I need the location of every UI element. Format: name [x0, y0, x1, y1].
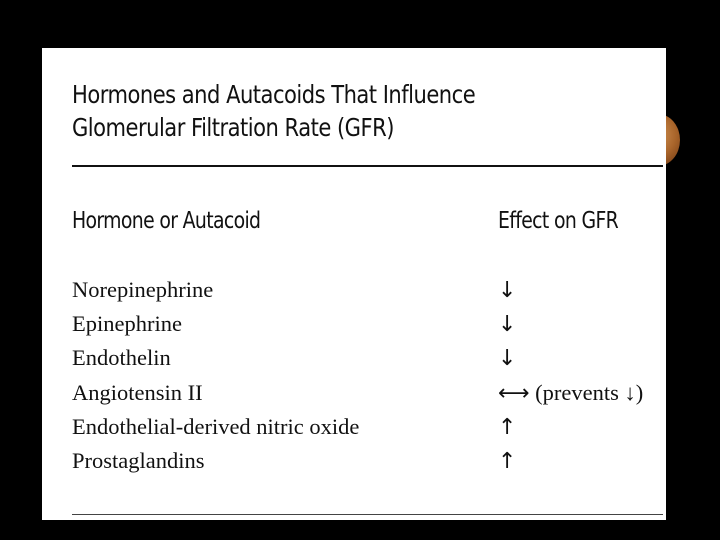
substance-name: Endothelial-derived nitric oxide [72, 413, 360, 439]
effect-cell [498, 414, 516, 440]
substance-name: Norepinephrine [72, 277, 214, 302]
table-row [72, 311, 662, 345]
arrow-up-icon: ↑ [498, 448, 517, 474]
arrow-up-icon: ↑ [498, 414, 517, 440]
table-row [72, 345, 662, 379]
table-bottom-divider [72, 514, 663, 515]
effect-note: (prevents ↓) [529, 379, 644, 405]
table-title: Hormones and Autacoids That Influence Glomerular Filtration Rate (GFR) [72, 80, 476, 142]
substance-name: Angiotensin II [72, 379, 203, 405]
column-header-substance: Hormone or Autacoid [72, 208, 261, 234]
table-row [72, 448, 662, 482]
effect-cell [498, 345, 516, 371]
effect-cell [498, 448, 516, 474]
table-panel [42, 48, 666, 520]
title-divider [72, 165, 663, 167]
effect-cell [498, 380, 643, 406]
column-header-effect: Effect on GFR [498, 208, 619, 234]
arrow-down-icon: ↓ [498, 312, 517, 338]
substance-name: Epinephrine [72, 311, 182, 337]
table-row [72, 380, 662, 414]
arrow-both-icon: ⟷ [498, 380, 530, 406]
table-body [72, 277, 662, 482]
effect-cell [498, 277, 516, 303]
table-row [72, 277, 662, 311]
arrow-down-icon: ↓ [498, 346, 517, 372]
effect-cell [498, 311, 516, 337]
arrow-down-icon: ↓ [498, 278, 517, 303]
table-row [72, 414, 662, 448]
substance-name: Prostaglandins [72, 447, 205, 473]
substance-name: Endothelin [72, 345, 171, 371]
